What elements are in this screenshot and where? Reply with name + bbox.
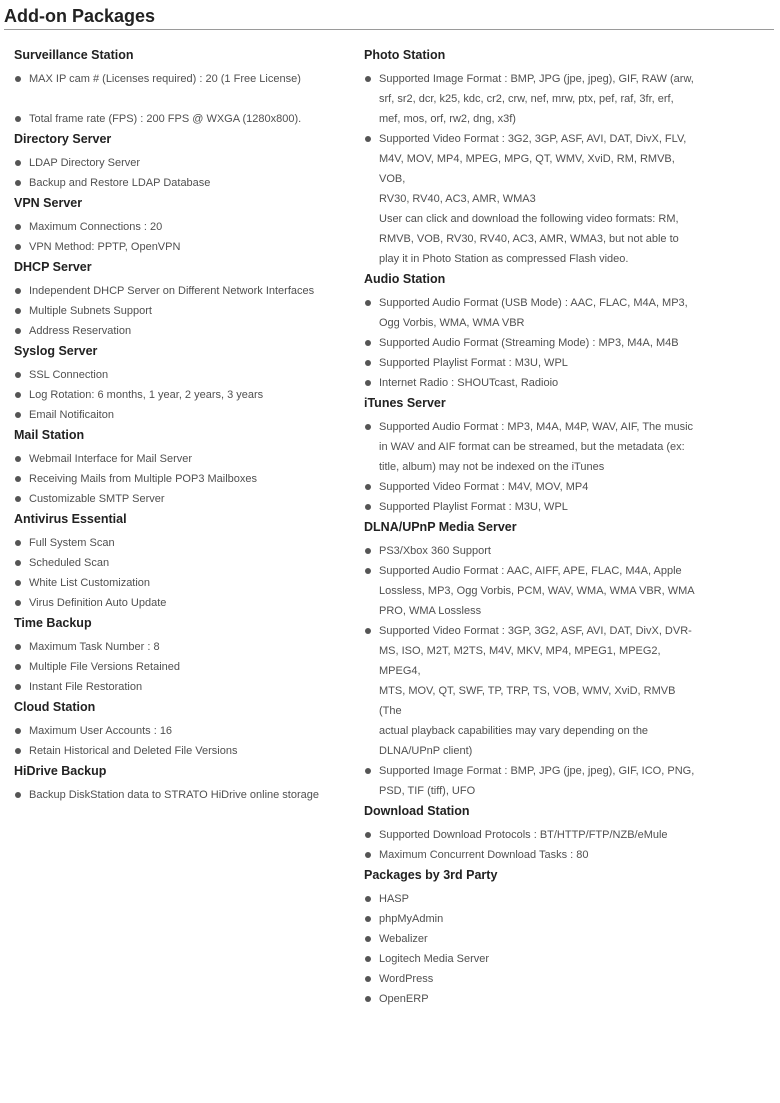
page-title: Add-on Packages [4, 6, 156, 26]
section-title-mail-station: Mail Station [14, 428, 85, 442]
feature-item: Supported Video Format : 3G2, 3GP, ASF, AVI, DAT, DivX, FLV, M4V, MOV, MP4, MPEG, MPG, QT, WMV, XviD, RM, RMVB, VOB, RV30, RV40, AC3, AMR, WMA3 User can click and download the following video formats: RM, RMVB, VOB, RV30, RV40, AC3, AMR, WMA3, but not able to play it in Photo Station as compressed Flash video. [364, 129, 696, 269]
section-dhcp-server [14, 257, 344, 341]
right-column [364, 45, 696, 1009]
feature-list-vpn-server [14, 217, 344, 257]
feature-item: Supported Image Format : BMP, JPG (jpe, jpeg), GIF, RAW (arw, srf, sr2, dcr, k25, kdc, cr2, crw, nef, mrw, ptx, pef, raf, 3fr, erf, mef, mos, orf, rw2, dng, x3f) [364, 69, 696, 129]
section-title-time-backup: Time Backup [14, 616, 92, 630]
feature-item: HASP [364, 889, 696, 909]
section-title-directory-server: Directory Server [14, 132, 112, 146]
feature-item: White List Customization [14, 573, 344, 593]
feature-list-time-backup [14, 637, 344, 697]
feature-item: phpMyAdmin [364, 909, 696, 929]
feature-item: Virus Definition Auto Update [14, 593, 344, 613]
section-itunes-server [364, 393, 696, 517]
feature-item: WordPress [364, 969, 696, 989]
section-title-cloud-station: Cloud Station [14, 700, 96, 714]
feature-item: Full System Scan [14, 533, 344, 553]
feature-item: Supported Playlist Format : M3U, WPL [364, 353, 696, 373]
feature-item: Address Reservation [14, 321, 344, 341]
section-packages-by-3rd-party [364, 865, 696, 1009]
feature-list-mail-station [14, 449, 344, 509]
feature-list-packages-by-3rd-party [364, 889, 696, 1009]
feature-item: Supported Audio Format : AAC, AIFF, APE, FLAC, M4A, Apple Lossless, MP3, Ogg Vorbis, PCM, WAV, WMA, WMA VBR, WMA PRO, WMA Lossless [364, 561, 696, 621]
section-title-surveillance-station: Surveillance Station [14, 48, 134, 62]
feature-item: Supported Video Format : M4V, MOV, MP4 [364, 477, 696, 497]
section-title-itunes-server: iTunes Server [364, 396, 446, 410]
feature-item: OpenERP [364, 989, 696, 1009]
feature-item: Supported Playlist Format : M3U, WPL [364, 497, 696, 517]
feature-list-hidrive-backup [14, 785, 344, 805]
feature-item: Maximum User Accounts : 16 [14, 721, 344, 741]
section-cloud-station [14, 697, 344, 761]
feature-item: Scheduled Scan [14, 553, 344, 573]
section-title-download-station: Download Station [364, 804, 470, 818]
feature-item: Supported Audio Format (Streaming Mode) : MP3, M4A, M4B [364, 333, 696, 353]
section-photo-station [364, 45, 696, 269]
section-surveillance-station [14, 45, 344, 129]
feature-item: SSL Connection [14, 365, 344, 385]
feature-item: Webalizer [364, 929, 696, 949]
section-title-dhcp-server: DHCP Server [14, 260, 92, 274]
feature-item: Maximum Task Number : 8 [14, 637, 344, 657]
feature-list-cloud-station [14, 721, 344, 761]
section-mail-station [14, 425, 344, 509]
section-directory-server [14, 129, 344, 193]
feature-list-download-station [364, 825, 696, 865]
feature-item: Backup DiskStation data to STRATO HiDrive online storage [14, 785, 344, 805]
section-vpn-server [14, 193, 344, 257]
section-title-antivirus-essential: Antivirus Essential [14, 512, 127, 526]
feature-item: MAX IP cam # (Licenses required) : 20 (1 Free License) [14, 69, 344, 89]
feature-list-itunes-server [364, 417, 696, 517]
feature-list-dhcp-server [14, 281, 344, 341]
feature-list-syslog-server [14, 365, 344, 425]
feature-item: Supported Video Format : 3GP, 3G2, ASF, AVI, DAT, DivX, DVR- MS, ISO, M2T, M2TS, M4V, MKV, MP4, MPEG1, MPEG2, MPEG4, MTS, MOV, QT, SWF, TP, TRP, TS, VOB, WMV, XviD, RMVB (The actual playback capabilities may vary depending on the DLNA/UPnP client) [364, 621, 696, 761]
feature-item: Customizable SMTP Server [14, 489, 344, 509]
title-divider [4, 29, 774, 30]
feature-item: Supported Image Format : BMP, JPG (jpe, jpeg), GIF, ICO, PNG, PSD, TIF (tiff), UFO [364, 761, 696, 801]
section-title-hidrive-backup: HiDrive Backup [14, 764, 107, 778]
feature-item: Supported Audio Format : MP3, M4A, M4P, WAV, AIF, The music in WAV and AIF format can be streamed, but the metadata (ex: title, album) may not be indexed on the iTunes [364, 417, 696, 477]
section-time-backup [14, 613, 344, 697]
feature-list-directory-server [14, 153, 344, 193]
feature-item: Maximum Concurrent Download Tasks : 80 [364, 845, 696, 865]
feature-item: Webmail Interface for Mail Server [14, 449, 344, 469]
feature-list-audio-station [364, 293, 696, 393]
feature-item: Maximum Connections : 20 [14, 217, 344, 237]
section-dlna-upnp-media-server [364, 517, 696, 801]
section-title-vpn-server: VPN Server [14, 196, 83, 210]
feature-item: Instant File Restoration [14, 677, 344, 697]
section-syslog-server [14, 341, 344, 425]
feature-item: Independent DHCP Server on Different Network Interfaces [14, 281, 344, 301]
feature-item: Supported Audio Format (USB Mode) : AAC, FLAC, M4A, MP3, Ogg Vorbis, WMA, WMA VBR [364, 293, 696, 333]
section-hidrive-backup [14, 761, 344, 805]
feature-list-surveillance-station [14, 69, 344, 129]
feature-item: Retain Historical and Deleted File Versions [14, 741, 344, 761]
left-column [14, 45, 344, 805]
feature-item: Multiple Subnets Support [14, 301, 344, 321]
feature-item: Email Notificaiton [14, 405, 344, 425]
section-title-packages-by-3rd-party: Packages by 3rd Party [364, 868, 498, 882]
feature-item: LDAP Directory Server [14, 153, 344, 173]
section-audio-station [364, 269, 696, 393]
feature-item: Supported Download Protocols : BT/HTTP/FTP/NZB/eMule [364, 825, 696, 845]
section-title-syslog-server: Syslog Server [14, 344, 98, 358]
feature-item: Logitech Media Server [364, 949, 696, 969]
section-download-station [364, 801, 696, 865]
feature-item: Internet Radio : SHOUTcast, Radioio [364, 373, 696, 393]
feature-list-dlna-upnp-media-server [364, 541, 696, 801]
feature-list-photo-station [364, 69, 696, 269]
feature-item: Backup and Restore LDAP Database [14, 173, 344, 193]
feature-item: Multiple File Versions Retained [14, 657, 344, 677]
feature-item: PS3/Xbox 360 Support [364, 541, 696, 561]
section-title-dlna-upnp-media-server: DLNA/UPnP Media Server [364, 520, 517, 534]
feature-item: Total frame rate (FPS) : 200 FPS @ WXGA (1280x800). [14, 109, 344, 129]
section-title-photo-station: Photo Station [364, 48, 446, 62]
feature-item: VPN Method: PPTP, OpenVPN [14, 237, 344, 257]
feature-item: Log Rotation: 6 months, 1 year, 2 years, 3 years [14, 385, 344, 405]
feature-item: Receiving Mails from Multiple POP3 Mailboxes [14, 469, 344, 489]
feature-list-antivirus-essential [14, 533, 344, 613]
section-title-audio-station: Audio Station [364, 272, 446, 286]
section-antivirus-essential [14, 509, 344, 613]
